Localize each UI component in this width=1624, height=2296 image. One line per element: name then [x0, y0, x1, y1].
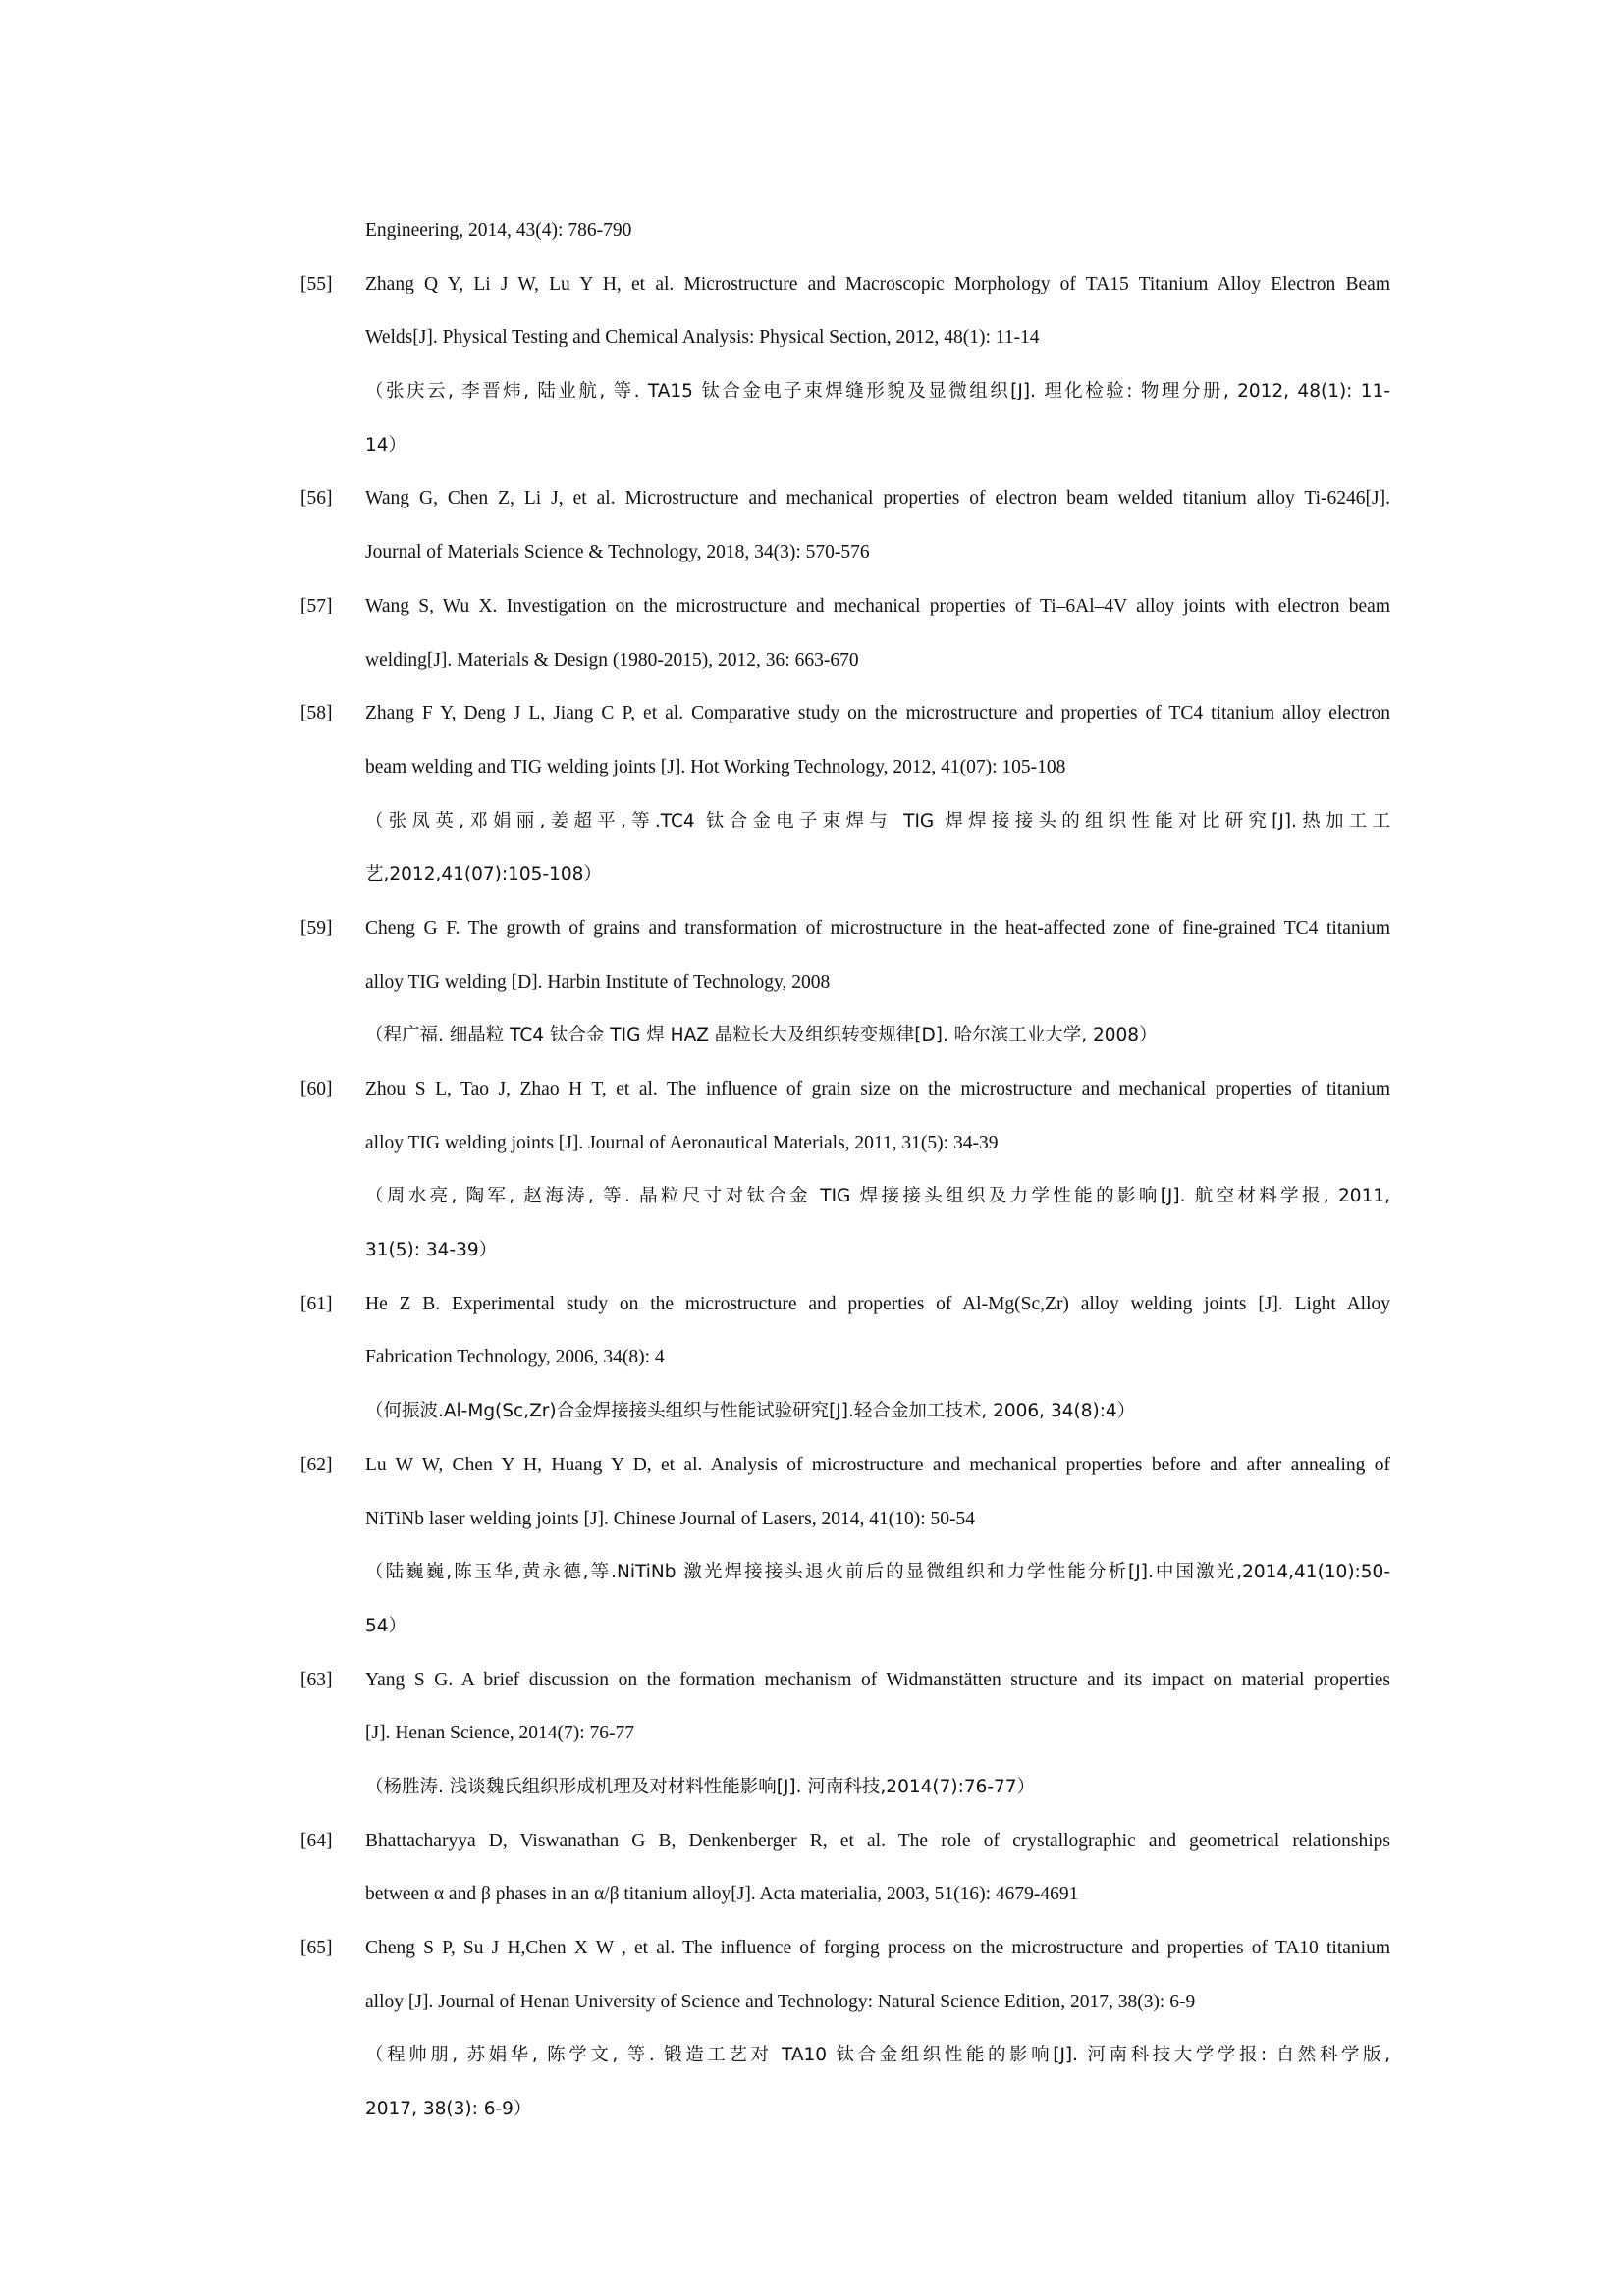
reference-line	[300, 1922, 1390, 1976]
reference-text: between α and β phases in an α/β titanium alloy[J]. Acta materialia, 2003, 51(16): 4679-4691	[365, 1884, 1079, 1905]
reference-line	[300, 1707, 1390, 1761]
reference-line	[300, 1117, 1390, 1171]
reference-text: Zhang F Y, Deng J L, Jiang C P, et al. Comparative study on the microstructure and properties of TC4 titanium alloy electron	[365, 703, 1390, 724]
reference-line	[300, 1761, 1390, 1815]
reference-line	[300, 1600, 1390, 1654]
reference-chinese-text: 54）	[365, 1615, 407, 1636]
reference-line	[300, 795, 1390, 849]
reference-line	[300, 741, 1390, 795]
reference-line	[300, 1439, 1390, 1493]
reference-entry	[300, 1063, 1390, 1278]
reference-text: Wang G, Chen Z, Li J, et al. Microstructure and mechanical properties of electron beam welded titanium alloy Ti-6246[J].	[365, 488, 1390, 509]
reference-line	[300, 687, 1390, 741]
reference-text: Yang S G. A brief discussion on the formation mechanism of Widmanstätten structure and its impact on material properties	[365, 1669, 1390, 1690]
reference-chinese-text: 14）	[365, 434, 407, 455]
reference-number: [64]	[300, 1830, 333, 1851]
reference-text: Cheng G F. The growth of grains and transformation of microstructure in the heat-affected zone of fine-grained TC4 titanium	[365, 917, 1390, 938]
reference-entries	[300, 258, 1390, 2137]
reference-line	[300, 1331, 1390, 1385]
reference-line	[300, 2029, 1390, 2083]
reference-chinese-text: 艺,2012,41(07):105-108）	[365, 864, 602, 885]
reference-number: [55]	[300, 273, 333, 294]
reference-text: Wang S, Wu X. Investigation on the microstructure and mechanical properties of Ti–6Al–4V alloy joints with electron beam	[365, 595, 1390, 616]
reference-number: [59]	[300, 917, 333, 938]
reference-line	[300, 1385, 1390, 1439]
reference-number: [56]	[300, 488, 333, 509]
reference-text: Lu W W, Chen Y H, Huang Y D, et al. Analysis of microstructure and mechanical properties before and after annealing of	[365, 1454, 1390, 1475]
reference-line	[300, 311, 1390, 365]
reference-text: Welds[J]. Physical Testing and Chemical Analysis: Physical Section, 2012, 48(1): 11-14	[365, 327, 1040, 348]
reference-number: [60]	[300, 1079, 333, 1099]
reference-chinese-text: （陆巍巍,陈玉华,黄永德,等.NiTiNb 激光焊接接头退火前后的显微组织和力学性能分析[J].中国激光,2014,41(10):50-	[365, 1562, 1390, 1583]
reference-line	[300, 1815, 1390, 1869]
reference-text: alloy TIG welding [D]. Harbin Institute of Technology, 2008	[365, 971, 831, 992]
reference-text: beam welding and TIG welding joints [J]. Hot Working Technology, 2012, 41(07): 105-108	[365, 756, 1066, 777]
reference-chinese-text: 2017, 38(3): 6-9）	[365, 2099, 532, 2120]
reference-line	[300, 1976, 1390, 2030]
reference-line	[300, 580, 1390, 634]
reference-entry	[300, 1815, 1390, 1922]
reference-line	[300, 848, 1390, 902]
reference-entry	[300, 1439, 1390, 1654]
reference-line	[300, 1278, 1390, 1332]
reference-text: Zhang Q Y, Li J W, Lu Y H, et al. Microstructure and Macroscopic Morphology of TA15 Titanium Alloy Electron Beam	[365, 273, 1390, 294]
reference-chinese-text: （何振波.Al-Mg(Sc,Zr)合金焊接接头组织与性能试验研究[J].轻合金加工技术, 2006, 34(8):4）	[365, 1401, 1136, 1422]
reference-line	[300, 1654, 1390, 1708]
reference-line	[300, 258, 1390, 312]
reference-entry	[300, 1922, 1390, 2137]
reference-entry	[300, 580, 1390, 687]
reference-chinese-text: （程帅朋, 苏娟华, 陈学文, 等. 锻造工艺对 TA10 钛合金组织性能的影响[J]. 河南科技大学学报: 自然科学版,	[365, 2045, 1390, 2066]
reference-line	[300, 472, 1390, 526]
reference-text: NiTiNb laser welding joints [J]. Chinese Journal of Lasers, 2014, 41(10): 50-54	[365, 1508, 976, 1529]
reference-entry	[300, 902, 1390, 1063]
reference-text: [J]. Henan Science, 2014(7): 76-77	[365, 1723, 634, 1744]
reference-line	[300, 1546, 1390, 1600]
reference-number: [58]	[300, 703, 333, 724]
reference-entry	[300, 1278, 1390, 1439]
reference-number: [63]	[300, 1669, 333, 1690]
reference-line	[300, 902, 1390, 956]
reference-entry	[300, 687, 1390, 902]
reference-line	[300, 365, 1390, 419]
reference-text: Fabrication Technology, 2006, 34(8): 4	[365, 1347, 665, 1368]
reference-text: Cheng S P, Su J H,Chen X W , et al. The influence of forging process on the microstructure and properties of TA10 titanium	[365, 1938, 1390, 1958]
reference-line	[300, 1170, 1390, 1224]
reference-line	[300, 956, 1390, 1010]
reference-chinese-text: （张庆云, 李晋炜, 陆业航, 等. TA15 钛合金电子束焊缝形貌及显微组织[J]. 理化检验: 物理分册, 2012, 48(1): 11-	[365, 381, 1390, 402]
reference-line	[300, 1063, 1390, 1117]
reference-chinese-text: 31(5): 34-39）	[365, 1240, 498, 1261]
reference-line	[300, 526, 1390, 580]
reference-entry	[300, 258, 1390, 473]
reference-line	[300, 2083, 1390, 2137]
reference-chinese-text: （张凤英,邓娟丽,姜超平,等.TC4 钛合金电子束焊与 TIG 焊焊接接头的组织性能对比研究[J].热加工工	[365, 810, 1390, 831]
reference-line	[300, 1868, 1390, 1922]
reference-number: [57]	[300, 595, 333, 616]
reference-text: Bhattacharyya D, Viswanathan G B, Denkenberger R, et al. The role of crystallographic and geometrical relationships	[365, 1830, 1390, 1851]
reference-continuation	[300, 204, 1390, 258]
reference-number: [61]	[300, 1293, 333, 1314]
reference-chinese-text: （周水亮, 陶军, 赵海涛, 等. 晶粒尺寸对钛合金 TIG 焊接接头组织及力学性能的影响[J]. 航空材料学报, 2011,	[365, 1186, 1390, 1207]
reference-line	[300, 419, 1390, 473]
reference-text: Journal of Materials Science & Technology, 2018, 34(3): 570-576	[365, 542, 870, 563]
reference-text: alloy [J]. Journal of Henan University of Science and Technology: Natural Science Edition, 2017, 38(3): 6-9	[365, 1991, 1196, 2012]
reference-text: Zhou S L, Tao J, Zhao H T, et al. The influence of grain size on the microstructure and mechanical properties of titanium	[365, 1079, 1390, 1099]
reference-line	[300, 1224, 1390, 1278]
reference-text: welding[J]. Materials & Design (1980-2015), 2012, 36: 663-670	[365, 649, 859, 670]
reference-entry	[300, 1654, 1390, 1815]
reference-list	[300, 204, 1390, 2137]
reference-number: [65]	[300, 1938, 333, 1958]
reference-chinese-text: （杨胜涛. 浅谈魏氏组织形成机理及对材料性能影响[J]. 河南科技,2014(7):76-77）	[365, 1776, 1036, 1797]
reference-line	[300, 1009, 1390, 1063]
reference-text: alloy TIG welding joints [J]. Journal of Aeronautical Materials, 2011, 31(5): 34-39	[365, 1132, 999, 1153]
reference-line	[300, 1493, 1390, 1547]
reference-chinese-text: （程广福. 细晶粒 TC4 钛合金 TIG 焊 HAZ 晶粒长大及组织转变规律[D]. 哈尔滨工业大学, 2008）	[365, 1025, 1158, 1046]
reference-entry	[300, 472, 1390, 579]
reference-number: [62]	[300, 1454, 333, 1475]
reference-continuation-text: Engineering, 2014, 43(4): 786-790	[365, 220, 632, 240]
reference-text: He Z B. Experimental study on the microstructure and properties of Al-Mg(Sc,Zr) alloy welding joints [J]. Light Alloy	[365, 1293, 1390, 1314]
reference-line	[300, 634, 1390, 688]
